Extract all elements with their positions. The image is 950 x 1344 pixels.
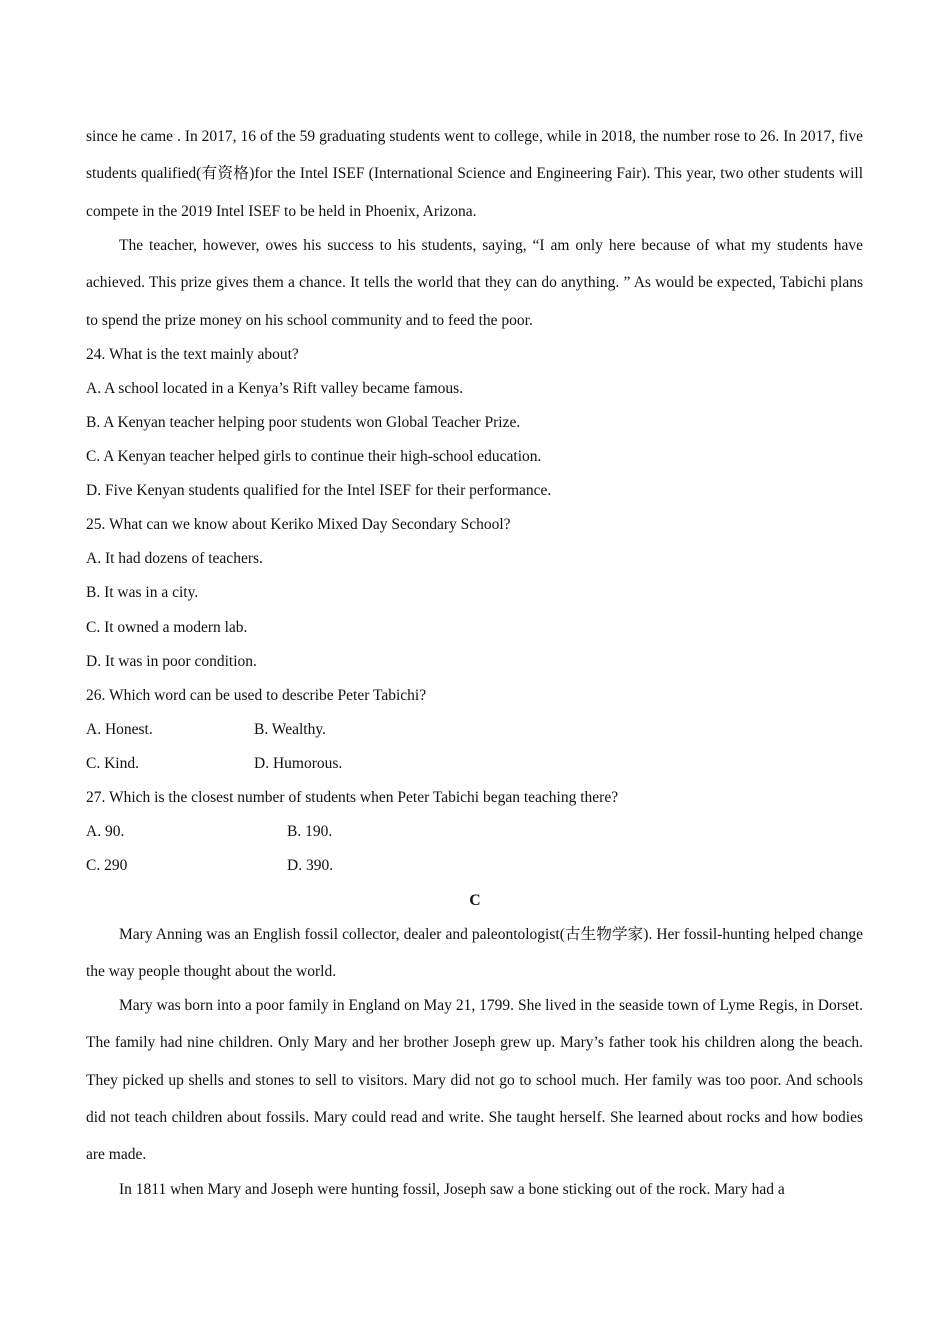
passage-b-paragraph-2: The teacher, however, owes his success to his students, saying, “I am only here because of what my students have achieved. This prize gives them a chance. It tells the world that they can do anything. ” As would be expected, Tabichi plans to spend the prize money on his school community and to feed the poor. <box>86 237 863 329</box>
question-26-stem: 26. Which word can be used to describe Peter Tabichi? <box>86 687 427 704</box>
question-25-option-b: B. It was in a city. <box>86 584 199 601</box>
question-27-stem: 27. Which is the closest number of students when Peter Tabichi began teaching there? <box>86 789 619 806</box>
section-c-paragraph-1: Mary Anning was an English fossil collector, dealer and paleontologist(古生物学家). Her fossil-hunting helped change the way people thought about the world. <box>86 926 863 981</box>
section-c-paragraph-2: Mary was born into a poor family in England on May 21, 1799. She lived in the seaside town of Lyme Regis, in Dorset. The family had nine children. Only Mary and her brother Joseph grew up. Mary’s father took his children along the beach. They picked up shells and stones to sell to visitors. Mary did not go to school much. Her family was too poor. And schools did not teach children about fossils. Mary could read and write. She taught herself. She learned about rocks and how bodies are made. <box>86 997 863 1164</box>
passage-b-paragraph-1: since he came . In 2017, 16 of the 59 graduating students went to college, while in 2018, the number rose to 26. In 2017, five students qualified(有资格)for the Intel ISEF (International Science and Engineering Fair). This year, two other students will compete in the 2019 Intel ISEF to be held in Phoenix, Arizona. <box>86 128 863 220</box>
question-25-option-c: C. It owned a modern lab. <box>86 619 248 636</box>
question-24-option-c: C. A Kenyan teacher helped girls to continue their high-school education. <box>86 448 542 465</box>
question-26-option-b: B. Wealthy. <box>254 721 326 738</box>
question-24-option-d: D. Five Kenyan students qualified for the Intel ISEF for their performance. <box>86 482 552 499</box>
question-25-stem: 25. What can we know about Keriko Mixed Day Secondary School? <box>86 516 511 533</box>
question-24-option-a: A. A school located in a Kenya’s Rift valley became famous. <box>86 380 464 397</box>
section-c-heading: C <box>469 892 481 909</box>
question-24-option-b: B. A Kenyan teacher helping poor students won Global Teacher Prize. <box>86 414 521 431</box>
question-27-option-c: C. 290 <box>86 857 128 874</box>
question-27-option-a: A. 90. <box>86 823 125 840</box>
question-25-option-a: A. It had dozens of teachers. <box>86 550 263 567</box>
question-27-option-d: D. 390. <box>287 857 334 874</box>
question-24-stem: 24. What is the text mainly about? <box>86 346 299 363</box>
question-27-option-b: B. 190. <box>287 823 333 840</box>
section-c-paragraph-3: In 1811 when Mary and Joseph were hunting fossil, Joseph saw a bone sticking out of the rock. Mary had a <box>119 1181 785 1198</box>
question-26-option-d: D. Humorous. <box>254 755 343 772</box>
question-26-option-c: C. Kind. <box>86 755 139 772</box>
question-25-option-d: D. It was in poor condition. <box>86 653 257 670</box>
question-26-option-a: A. Honest. <box>86 721 153 738</box>
